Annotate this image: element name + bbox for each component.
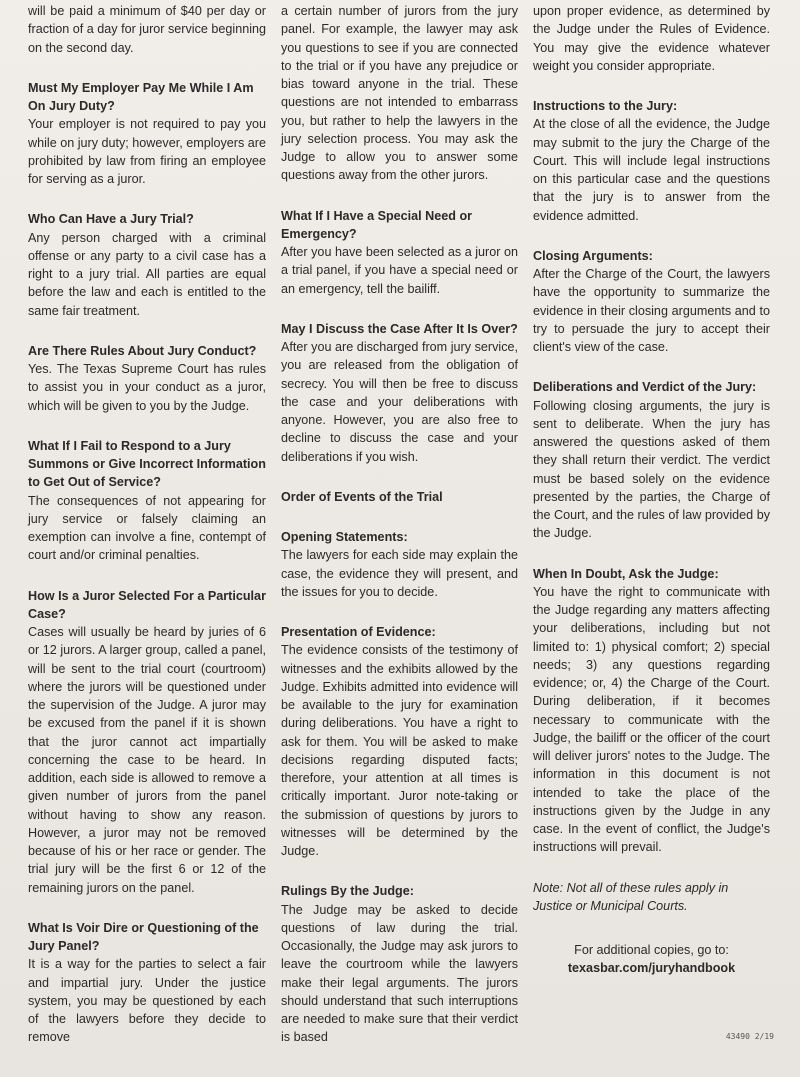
section-heading: Rulings By the Judge: bbox=[281, 884, 414, 899]
section-when-in-doubt bbox=[533, 565, 770, 857]
section-fail-to-respond bbox=[28, 437, 266, 565]
section-heading: How Is a Juror Selected For a Particular Case? bbox=[28, 588, 266, 621]
section-special-need bbox=[281, 207, 518, 298]
copies-label: For additional copies, go to: bbox=[574, 943, 729, 957]
section-body: Cases will usually be heard by juries of 6 or 12 jurors. A larger group, called a panel, will be sent to the trial court (courtroom) where the jurors will be questioned under the supervision of the Judge. A juror may be excused from the panel if it is shown that the juror cannot act impartially concerning the case to be heard. In addition, each side is allowed to remove a given number of jurors from the panel without having to show any reason. However, a juror may not be removed because of his or her race or gender. The trial jury will be the first 6 or 12 of the remaining jurors on the panel. bbox=[28, 625, 266, 895]
section-deliberations-verdict bbox=[533, 378, 770, 542]
section-body: Following closing arguments, the jury is sent to deliberate. When the jury has answered the questions asked of them they shall return their verdict. The verdict must be based solely on the evidence presented by the parties, the Charge of the Court, and the rules of law provided by the Judge. bbox=[533, 398, 770, 541]
section-body: a certain number of jurors from the jury panel. For example, the lawyer may ask you questions to see if you are connected to the trial or if you have any prejudice or bias toward anyone in the trial. These questions are not intended to embarrass you, but rather to help the lawyers in the jury selection process. You may ask the Judge to allow you to answer some questions away from the other jurors. bbox=[281, 4, 518, 183]
section-employer-pay bbox=[28, 79, 266, 189]
section-heading: What Is Voir Dire or Questioning of the Jury Panel? bbox=[28, 920, 259, 953]
section-voir-dire bbox=[28, 919, 266, 1047]
section-body: Any person charged with a criminal offense or any party to a civil case has a right to a jury trial. All parties are equal before the law and each is entitled to the same fair treatment. bbox=[28, 230, 266, 318]
section-body: It is a way for the parties to select a fair and impartial jury. Under the justice system, you may be questioned by each of the lawyers before they decide to remove bbox=[28, 957, 266, 1045]
section-order-of-events bbox=[281, 488, 518, 506]
section-body: After the Charge of the Court, the lawyers have the opportunity to summarize the evidence in their closing arguments and to try to persuade the jury to accept their client's view of the case. bbox=[533, 267, 770, 354]
section-heading: Order of Events of the Trial bbox=[281, 489, 443, 504]
column-2 bbox=[281, 2, 518, 1069]
form-code: 43490 2/19 bbox=[725, 1032, 774, 1041]
section-who-can-have-jury-trial bbox=[28, 210, 266, 320]
section-heading: Must My Employer Pay Me While I Am On Jury Duty? bbox=[28, 80, 254, 113]
section-pay-continued bbox=[28, 2, 266, 57]
section-body: The lawyers for each side may explain the case, the evidence they will present, and the issues for you to decide. bbox=[281, 548, 518, 599]
section-rulings-by-judge bbox=[281, 882, 518, 1046]
copies-url: texasbar.com/juryhandbook bbox=[567, 961, 736, 976]
section-presentation-of-evidence bbox=[281, 623, 518, 860]
section-heading: Instructions to the Jury: bbox=[533, 99, 678, 113]
section-discuss-case bbox=[281, 320, 518, 466]
section-body: The Judge may be asked to decide questions of law during the trial. Occasionally, the Judge may ask jurors to leave the courtroom while the lawyers make their legal arguments. The jurors should understand that such interruptions are needed to make sure that their verdict is based bbox=[281, 902, 518, 1045]
section-heading: Deliberations and Verdict of the Jury: bbox=[533, 380, 757, 395]
section-body: will be paid a minimum of $40 per day or fraction of a day for juror service beginning on the second day. bbox=[28, 4, 267, 55]
column-1 bbox=[28, 2, 266, 1069]
section-instructions-to-jury bbox=[533, 97, 770, 225]
section-heading: Who Can Have a Jury Trial? bbox=[28, 212, 194, 227]
section-heading: May I Discuss the Case After It Is Over? bbox=[281, 321, 518, 336]
section-jury-conduct-rules bbox=[28, 342, 266, 415]
section-voir-dire-continued bbox=[281, 2, 518, 185]
section-body: You have the right to communicate with the Judge regarding any matters affecting your deliberations, including but not limited to: 1) physical comfort; 2) special needs; 3) any questions regarding evidence; or, 4) the Charge of the Court. During deliberation, if it becomes necessary to communicate with the Judge, the bailiff or the officer of the court will deliver jurors' notes to the Judge. The information in this document is not intended to take the place of the instructions given by the Judge in any case. In the event of conflict, the Judge's instructions will prevail. bbox=[533, 584, 770, 855]
section-body: After you are discharged from jury service, you are released from the obligation of secrecy. You will then be free to discuss the case and your deliberations with anyone. However, you are also free to decline to discuss the case and your deliberations if you wish. bbox=[281, 340, 518, 464]
section-heading: When In Doubt, Ask the Judge: bbox=[533, 566, 719, 581]
section-body: The consequences of not appearing for jury service or falsely claiming an exemption can involve a fine, contempt of court and/or criminal penalties. bbox=[28, 493, 266, 563]
section-heading: Presentation of Evidence: bbox=[281, 625, 436, 639]
section-heading: Are There Rules About Jury Conduct? bbox=[28, 343, 257, 358]
section-heading: Opening Statements: bbox=[281, 530, 408, 544]
courts-note: Note: Not all of these rules apply in Justice or Municipal Courts. bbox=[533, 880, 729, 913]
column-3 bbox=[533, 2, 770, 978]
section-rulings-continued bbox=[533, 2, 770, 75]
section-closing-arguments bbox=[533, 247, 770, 357]
section-body: Your employer is not required to pay you while on jury duty; however, employers are prohibited by law from firing an employee for serving as a juror. bbox=[28, 117, 266, 186]
section-body: At the close of all the evidence, the Judge may submit to the jury the Charge of the Court. This will include legal instructions on this particular case and the questions that the jury is to answer from the evidence admitted. bbox=[533, 117, 770, 223]
section-body: Yes. The Texas Supreme Court has rules to assist you in your conduct as a juror, which will be given to you by the Judge. bbox=[28, 362, 266, 413]
section-juror-selection bbox=[28, 587, 266, 897]
section-body: The evidence consists of the testimony of witnesses and the exhibits allowed by the Judge. Exhibits admitted into evidence will be available to the jury for examination during deliberations. You have a right to ask for them. You will be asked to make decisions regarding disputed facts; therefore, your attention at all times is critically important. Juror note-taking or the submission of questions by jurors to witnesses will be determined by the Judge. bbox=[281, 643, 518, 858]
section-heading: What If I Have a Special Need or Emergency? bbox=[281, 208, 473, 241]
section-heading: What If I Fail to Respond to a Jury Summons or Give Incorrect Information to Get Out of Service? bbox=[28, 438, 266, 490]
section-opening-statements bbox=[281, 528, 518, 601]
section-body: upon proper evidence, as determined by the Judge under the Rules of Evidence. You may give the evidence whatever weight you consider appropriate. bbox=[533, 4, 770, 73]
section-body: After you have been selected as a juror on a trial panel, if you have a special need or an emergency, tell the bailiff. bbox=[281, 245, 518, 296]
section-heading: Closing Arguments: bbox=[533, 248, 653, 263]
